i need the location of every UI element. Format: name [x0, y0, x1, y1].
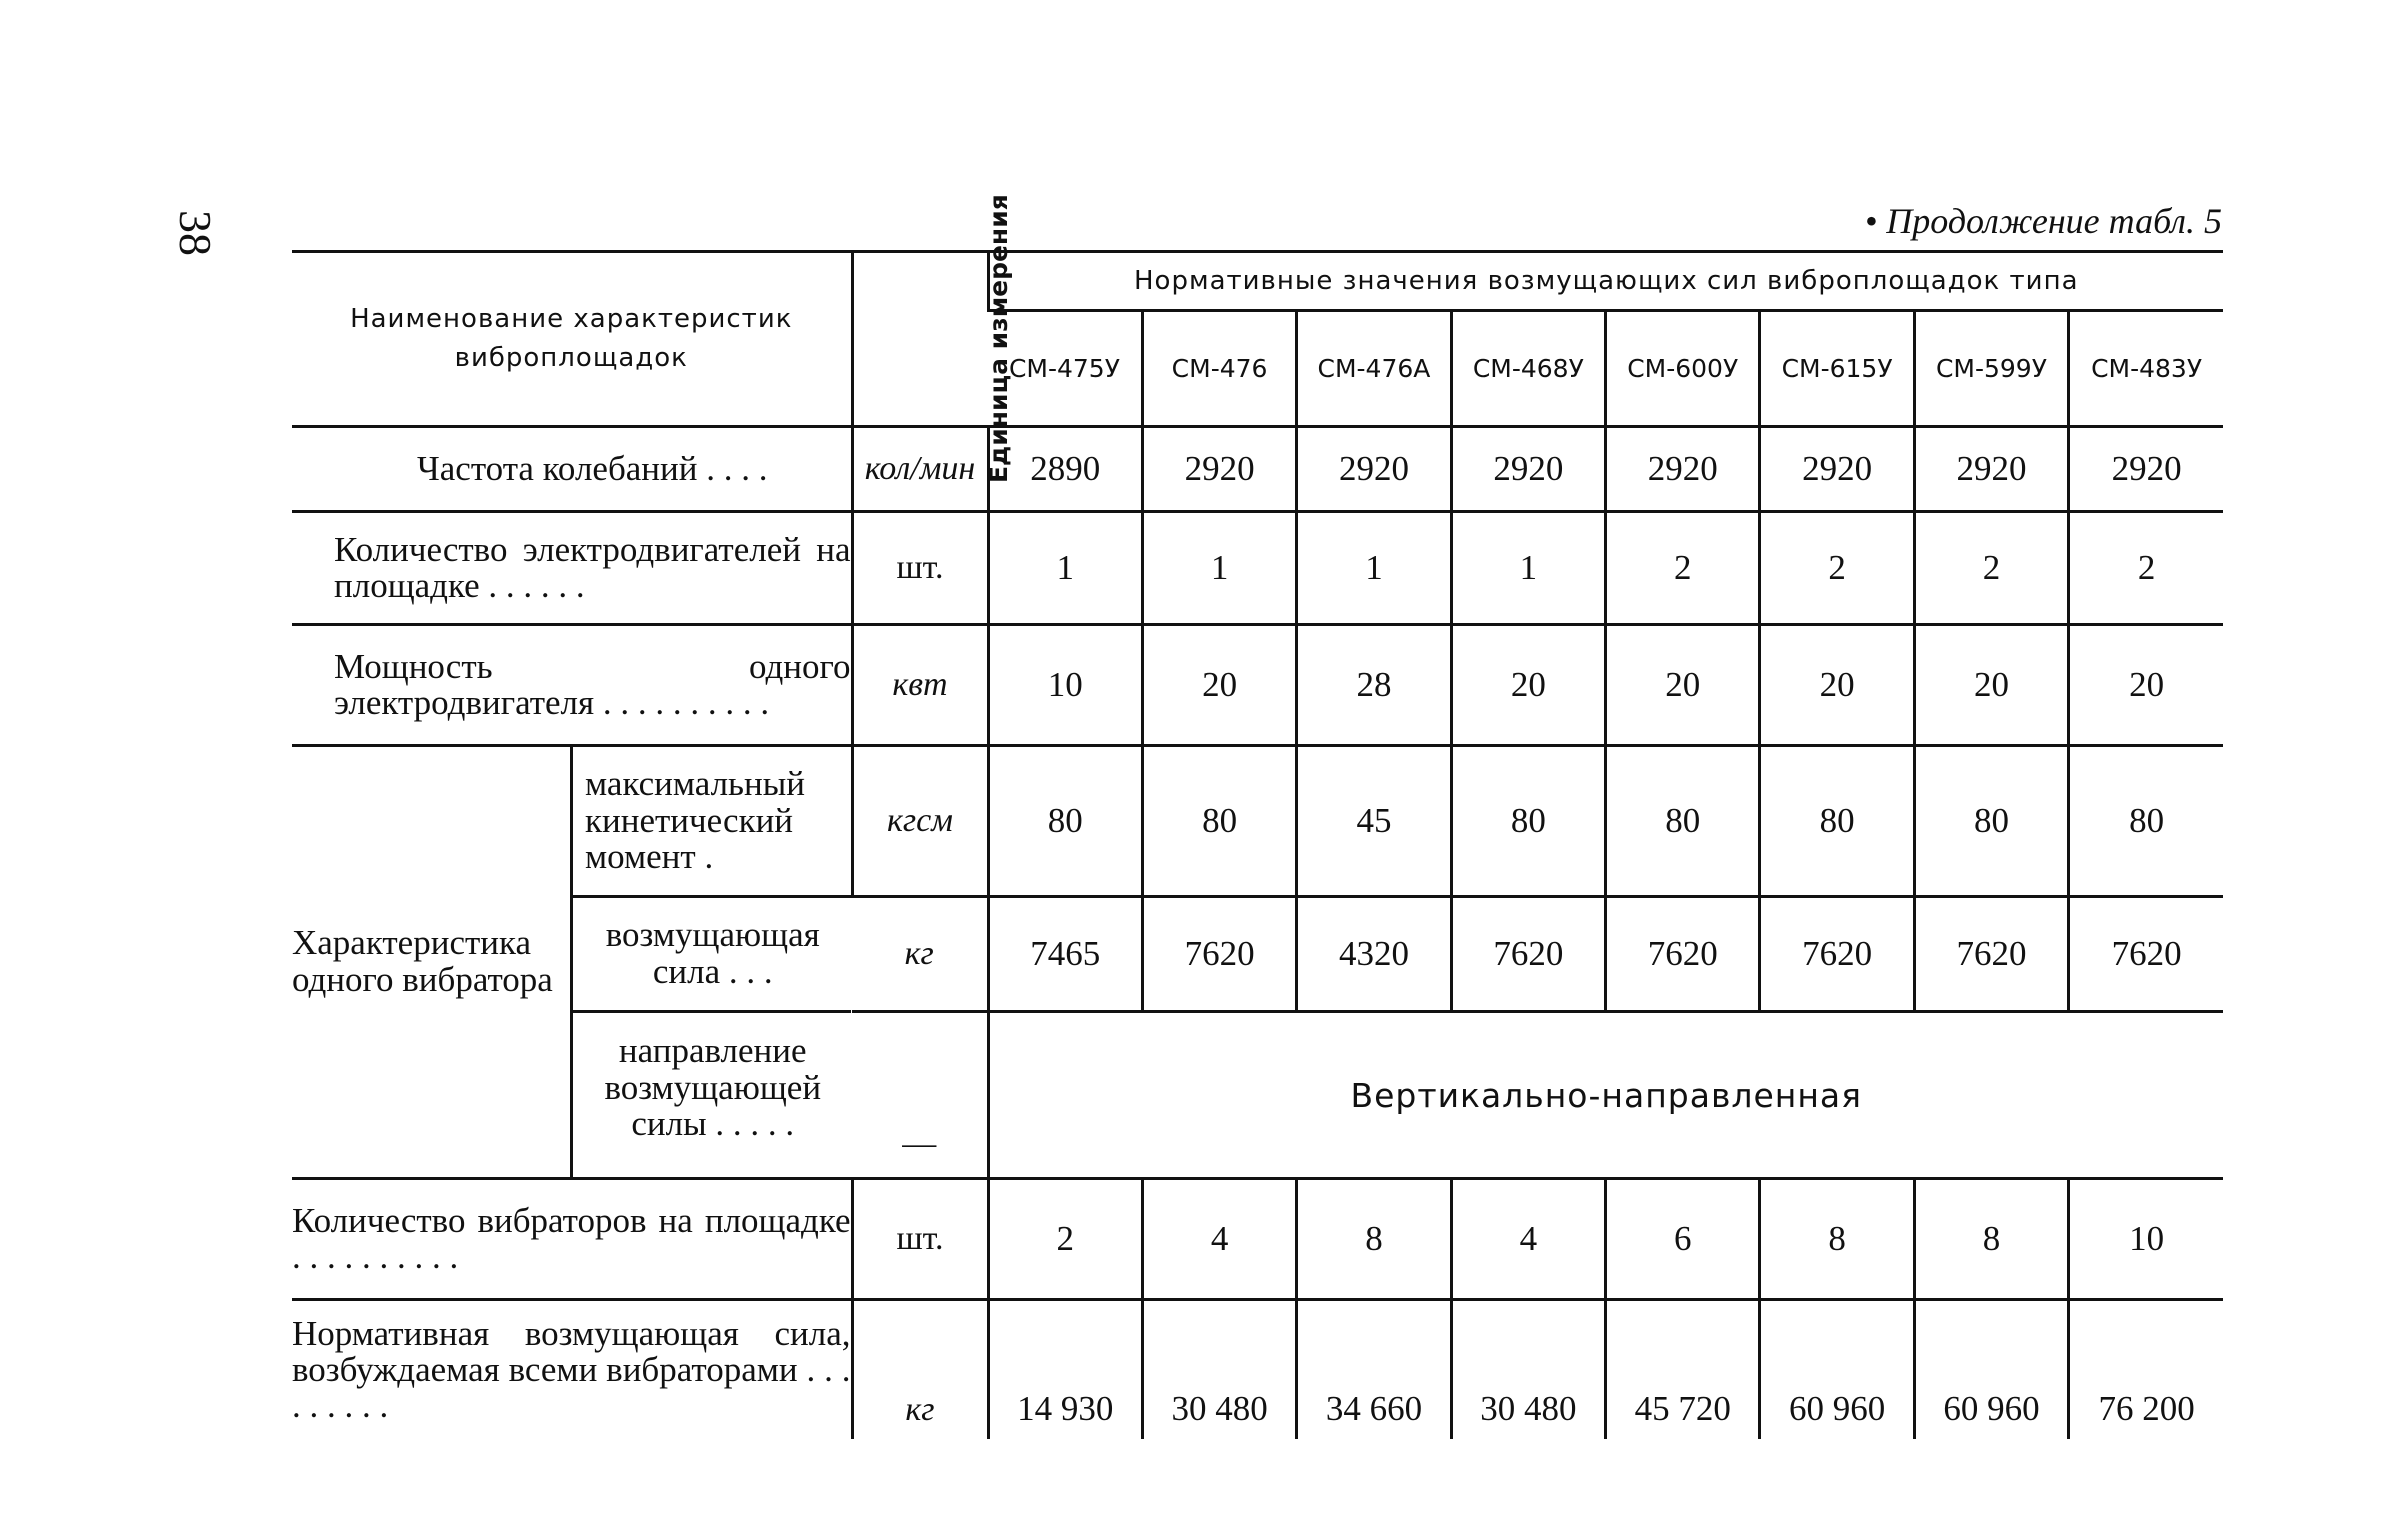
- sub-label-force: возмущающая сила . . .: [573, 895, 851, 1010]
- table-row: [292, 625, 2223, 746]
- table-cell: 60 960: [1914, 1300, 2068, 1440]
- table-cell: 45: [1297, 746, 1451, 897]
- row-label: Мощность одного электродвигателя . . . . . . . . . .: [292, 625, 852, 746]
- header-type: СМ-476А: [1297, 311, 1451, 427]
- table-cell: 80: [2069, 746, 2223, 897]
- table-cell: 20: [2069, 625, 2223, 746]
- table-cell: 20: [1451, 625, 1605, 746]
- table-cell: 7620: [1914, 897, 2068, 1012]
- table-cell: 2: [988, 1179, 1142, 1300]
- header-type: СМ-600У: [1606, 311, 1760, 427]
- row-label: Количество электродвигателей на площадке . . . . . .: [292, 512, 852, 625]
- table-cell: 2: [2069, 512, 2223, 625]
- header-type: СМ-483У: [2069, 311, 2223, 427]
- header-type: СМ-468У: [1451, 311, 1605, 427]
- header-group-label: Нормативные значения возмущающих сил виброплощадок типа: [988, 252, 2223, 311]
- table-cell: 1: [1297, 512, 1451, 625]
- table-cell: 4320: [1297, 897, 1451, 1012]
- table-cell: 20: [1760, 625, 1914, 746]
- table-cell: 80: [1451, 746, 1605, 897]
- direction-value: Вертикально-направленная: [988, 1012, 2223, 1179]
- table-cell: 6: [1606, 1179, 1760, 1300]
- table-cell: 2920: [1297, 427, 1451, 512]
- table-cell: 8: [1760, 1179, 1914, 1300]
- table-cell: 10: [2069, 1179, 2223, 1300]
- table-cell: 2920: [1142, 427, 1296, 512]
- table-row: [292, 746, 2223, 897]
- table-cell: 7620: [2069, 897, 2223, 1012]
- table-cell: 20: [1606, 625, 1760, 746]
- table-cell: 1: [1451, 512, 1605, 625]
- row-unit: квт: [852, 625, 988, 746]
- table-cell: 8: [1297, 1179, 1451, 1300]
- table-row: [292, 1300, 2223, 1440]
- vibrator-group-cell: [292, 746, 852, 1179]
- table-cell: 2920: [1760, 427, 1914, 512]
- table-cell: 80: [1142, 746, 1296, 897]
- table-cell: 2: [1760, 512, 1914, 625]
- table-cell: 2920: [1914, 427, 2068, 512]
- table-cell: 34 660: [1297, 1300, 1451, 1440]
- table-cell: 80: [1606, 746, 1760, 897]
- table-cell: 2920: [1606, 427, 1760, 512]
- table-cell: 80: [1914, 746, 2068, 897]
- table-cell: 45 720: [1606, 1300, 1760, 1440]
- table-cell: 28: [1297, 625, 1451, 746]
- table-cell: 1: [988, 512, 1142, 625]
- header-unit-label: Единица измерения: [983, 194, 1013, 484]
- table-cell: 2920: [2069, 427, 2223, 512]
- table-row: [292, 512, 2223, 625]
- header-type: СМ-615У: [1760, 311, 1914, 427]
- header-type: СМ-599У: [1914, 311, 2068, 427]
- header-name-column: Наименование характеристик виброплощадок: [292, 252, 852, 427]
- row-label: Частота колебаний . . . .: [292, 427, 852, 512]
- row-unit: кгсм: [852, 746, 988, 897]
- table-row: [292, 1179, 2223, 1300]
- sub-label-direction: направление возмущающей силы . . . . .: [573, 1010, 851, 1163]
- table-row: [292, 427, 2223, 512]
- row-label: Количество вибраторов на площадке . . . . . . . . . .: [292, 1179, 852, 1300]
- table-continuation-caption: • Продолжение табл. 5: [1864, 201, 2222, 241]
- table-cell: 60 960: [1760, 1300, 1914, 1440]
- vibrator-sub-labels: [570, 747, 851, 1177]
- table-cell: 1: [1142, 512, 1296, 625]
- header-type: СМ-475У: [1008, 354, 1120, 384]
- table-cell: 7465: [988, 897, 1142, 1012]
- table-cell: 10: [988, 625, 1142, 746]
- table-cell: 80: [988, 746, 1142, 897]
- row-unit: кг: [852, 897, 988, 1012]
- table-cell: 20: [1142, 625, 1296, 746]
- row-unit: кол/мин: [852, 427, 988, 512]
- sub-label-kinetic: максимальный кинетический момент .: [585, 763, 805, 877]
- table-cell: 30 480: [1451, 1300, 1605, 1440]
- table-cell: 7620: [1760, 897, 1914, 1012]
- table-cell: 2920: [1451, 427, 1605, 512]
- table-cell: 20: [1914, 625, 2068, 746]
- table-cell: 4: [1142, 1179, 1296, 1300]
- table-cell: 80: [1760, 746, 1914, 897]
- row-unit: шт.: [852, 512, 988, 625]
- table-cell: 7620: [1606, 897, 1760, 1012]
- row-unit: шт.: [852, 1179, 988, 1300]
- page-number: 38: [170, 210, 221, 256]
- table-cell: 30 480: [1142, 1300, 1296, 1440]
- row-label: Нормативная возмущающая сила, возбуждаемая всеми вибраторами . . . . . . . . .: [292, 1300, 852, 1440]
- table-cell: 2: [1914, 512, 2068, 625]
- table-cell: 8: [1914, 1179, 2068, 1300]
- table-cell: 7620: [1451, 897, 1605, 1012]
- table-cell: 4: [1451, 1179, 1605, 1300]
- table-cell: 2: [1606, 512, 1760, 625]
- row-unit: кг: [852, 1300, 988, 1440]
- table-cell: 7620: [1142, 897, 1296, 1012]
- table-cell: 2890: [988, 427, 1142, 512]
- vibrator-group-label: Характеристика одного вибратора: [292, 923, 553, 999]
- table-cell: 76 200: [2069, 1300, 2223, 1440]
- row-unit: —: [852, 1012, 988, 1179]
- header-type: СМ-476: [1142, 311, 1296, 427]
- table-cell: 14 930: [988, 1300, 1142, 1440]
